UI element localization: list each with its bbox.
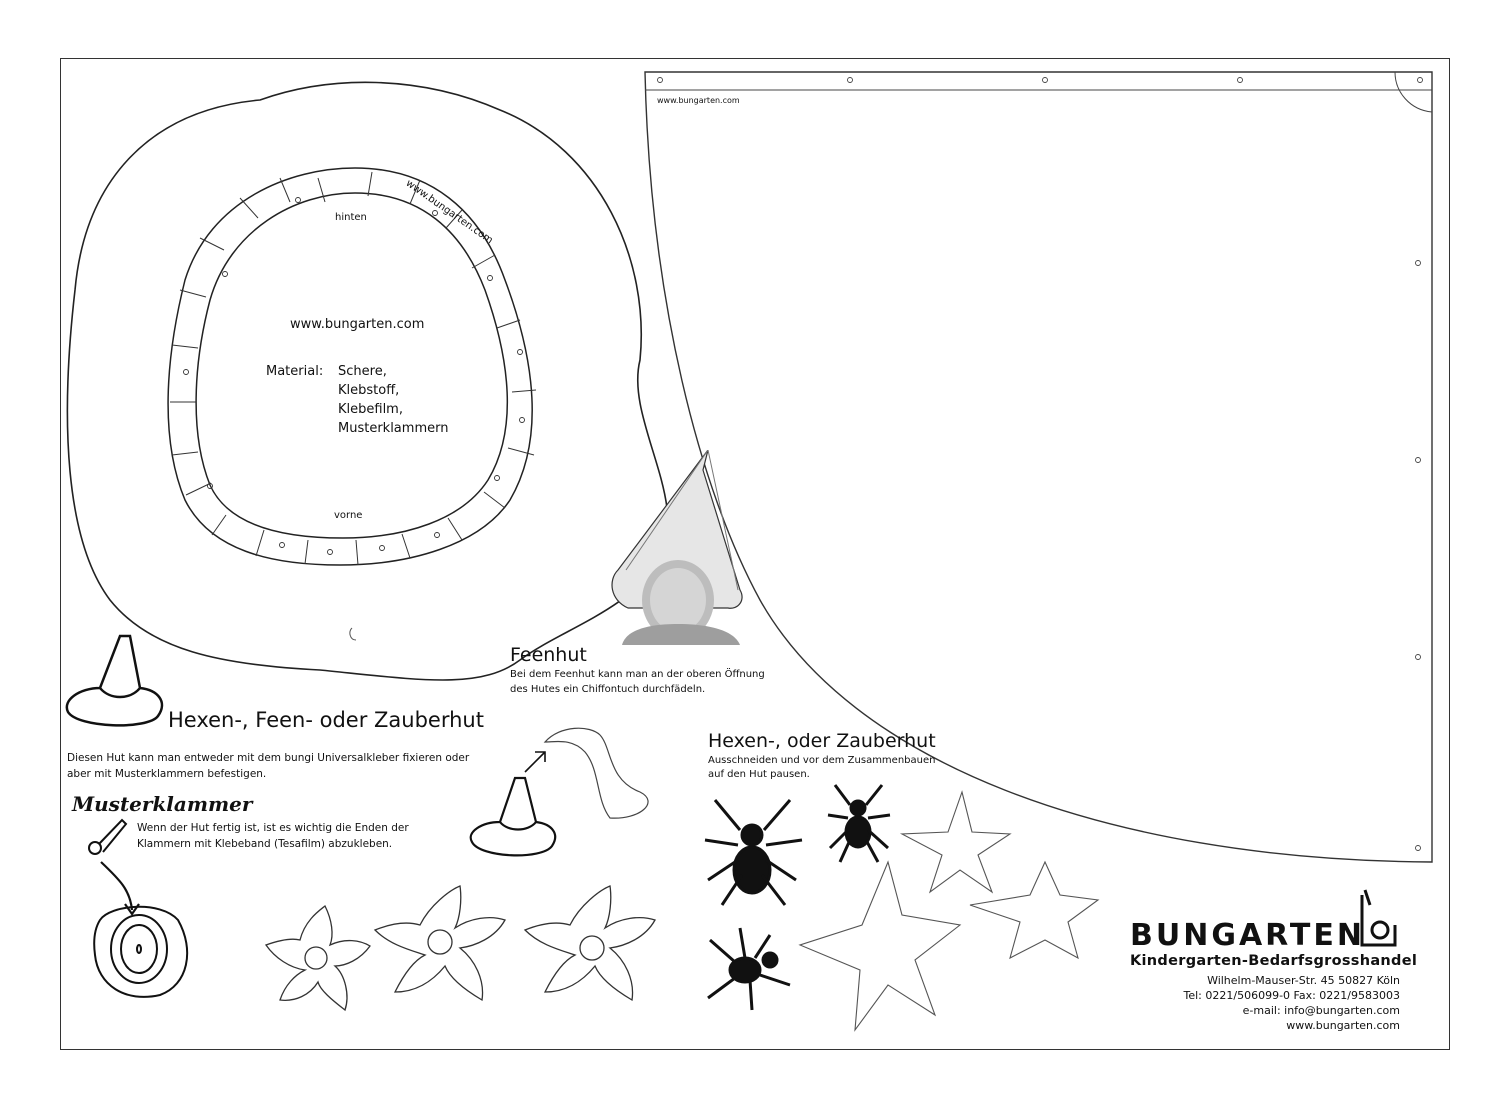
cone-url-text: www.bungarten.com (657, 96, 740, 105)
fairy-section-title: Feenhut (510, 644, 587, 666)
hat-section-text: Diesen Hut kann man entweder mit dem bungi Universalkleber fixieren oder aber mit Musterklammern befestigen. (67, 752, 470, 780)
company-contact: e-mail: info@bungarten.com www.bungarten.com (1242, 1004, 1400, 1032)
material-item: Klebstoff, (338, 383, 400, 398)
hat-section-title: Hexen-, Feen- oder Zauberhut (168, 708, 484, 732)
witch-text-line2: auf den Hut pausen. (708, 769, 810, 780)
material-label: Material: (266, 364, 324, 379)
clip-text-line1: Wenn der Hut fertig ist, ist es wichtig die Enden der (137, 822, 409, 834)
company-block (1130, 920, 1417, 1033)
witch-text-line1: Ausschneiden und vor dem Zusammenbauen (708, 755, 936, 766)
center-url-text: www.bungarten.com (290, 317, 425, 332)
chiffon-cloth (545, 728, 648, 818)
material-item: Schere, (338, 364, 387, 379)
material-item: Klebefilm, (338, 402, 403, 417)
pattern-clip-icon (89, 820, 126, 854)
company-name: BUNGARTEN (1130, 918, 1365, 953)
clip-text-line2: Klammern mit Klebeband (Tesafilm) abzukleben. (137, 838, 393, 850)
child-photo (608, 450, 748, 645)
label-front: vorne (334, 510, 363, 521)
material-item: Musterklammern (338, 421, 449, 436)
hat-icon-small (67, 636, 162, 725)
ring-mini-icon (94, 907, 187, 997)
flower-shapes (266, 886, 655, 1010)
fairy-text-line1: Bei dem Feenhut kann man an der oberen Öffnung (510, 669, 765, 680)
company-phone: Tel: 0221/506099-0 Fax: 0221/9583003 (1183, 989, 1400, 1002)
company-address: Wilhelm-Mauser-Str. 45 50827 Köln (1207, 974, 1400, 987)
star-shapes (800, 792, 1098, 1030)
clip-section-title: Musterklammer (72, 792, 253, 816)
witch-section-title: Hexen-, oder Zauberhut (708, 730, 936, 752)
brim-url-text: www.bungarten.com (403, 178, 495, 247)
company-subtitle: Kindergarten-Bedarfsgrosshandel (1130, 953, 1418, 969)
spider-shapes (705, 785, 890, 1010)
label-back: hinten (335, 212, 367, 223)
fairy-text-line2: des Hutes ein Chiffontuch durchfädeln. (510, 684, 706, 695)
